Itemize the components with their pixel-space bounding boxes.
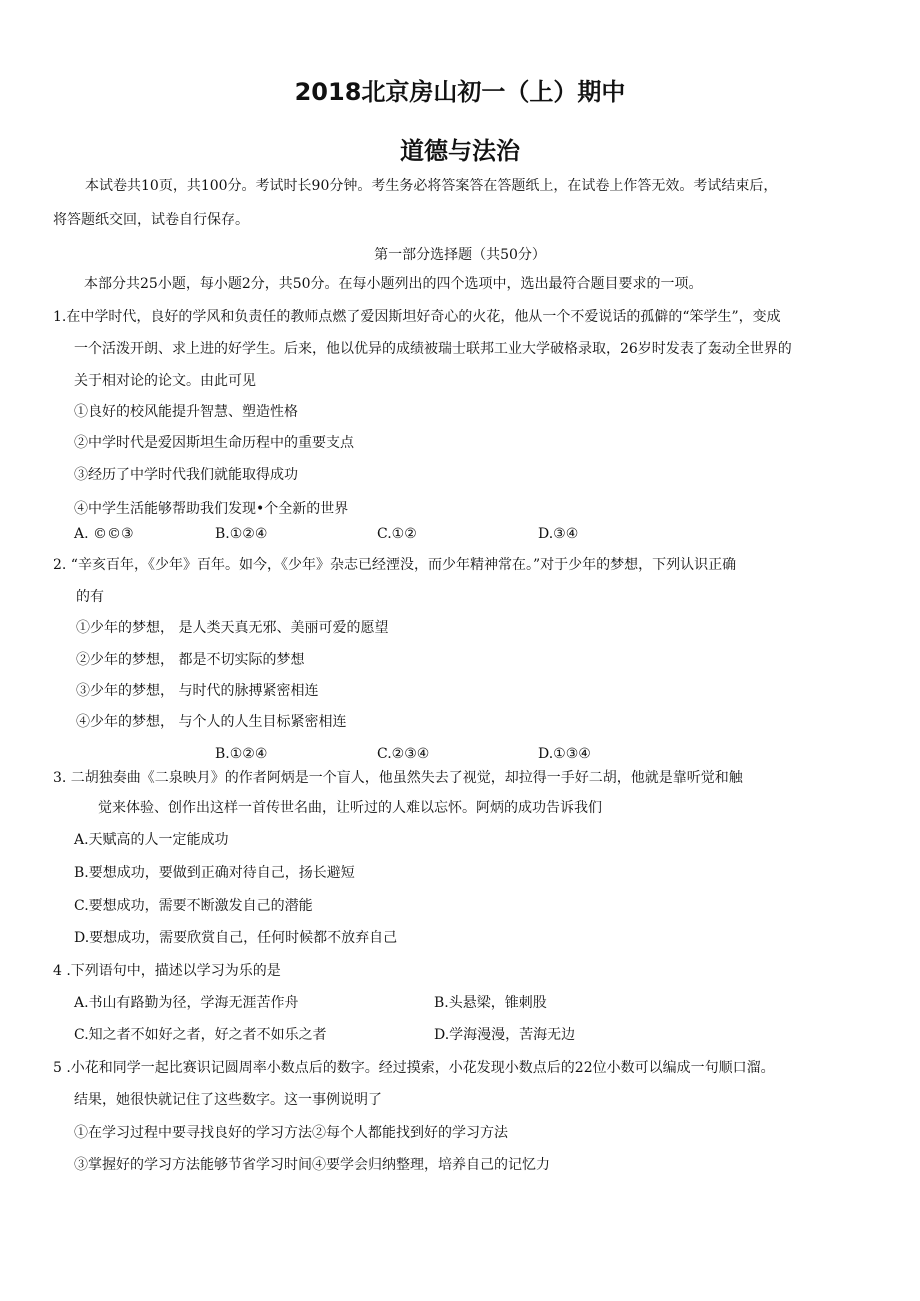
- q1-option-a: A. ©©③: [74, 526, 134, 542]
- q1-statement-4: ④中学生活能够帮助我们发现•个全新的世界: [74, 501, 349, 517]
- q3-option-d: D.要想成功，需要欣赏自己，任何时候都不放弃自己: [74, 930, 398, 946]
- q2-stem-line-2: 的有: [76, 589, 104, 605]
- page-title: 2018北京房山初一（上）期中: [294, 78, 626, 106]
- q2-statement-1: ①少年的梦想， 是人类天真无邪、美丽可爱的愿望: [76, 620, 389, 636]
- q1-stem-line-2: 一个活泼开朗、求上进的好学生。后来，他以优异的成绩被瑞士联邦工业大学破格录取，26岁时发表了轰动全世界的: [74, 341, 792, 357]
- q5-stem-line-1: 5 .小花和同学一起比赛识记圆周率小数点后的数字。经过摸索，小花发现小数点后的22位小数可以编成一句顺口溜。: [53, 1060, 775, 1076]
- q4-option-a: A.书山有路勤为径，学海无涯苦作舟: [74, 995, 299, 1011]
- q2-statement-4: ④少年的梦想， 与个人的人生目标紧密相连: [76, 714, 347, 730]
- q4-option-d: D.学海漫漫，苦海无边: [434, 1027, 576, 1043]
- q3-option-c: C.要想成功，需要不断激发自己的潜能: [74, 898, 313, 914]
- q1-option-c: C.①②: [377, 526, 417, 542]
- q4-option-c: C.知之者不如好之者，好之者不如乐之者: [74, 1027, 327, 1043]
- part1-intro: 本部分共25小题，每小题2分，共50分。在每小题列出的四个选项中，选出最符合题目要求的一项。: [84, 276, 703, 292]
- q1-statement-3: ③经历了中学时代我们就能取得成功: [74, 467, 298, 483]
- q5-statement-1: ①在学习过程中要寻找良好的学习方法②每个人都能找到好的学习方法: [74, 1125, 508, 1141]
- subject-title: 道德与法治: [400, 137, 520, 165]
- q2-statement-2: ②少年的梦想， 都是不切实际的梦想: [76, 652, 305, 668]
- q4-option-b: B.头悬梁，锥刺股: [434, 995, 547, 1011]
- instructions-line-1: 本试卷共10页，共100分。考试时长90分钟。考生务必将答案答在答题纸上，在试卷上作答无效。考试结束后，: [85, 178, 778, 194]
- q4-stem: 4 .下列语句中，描述以学习为乐的是: [53, 963, 281, 979]
- q5-statement-2: ③掌握好的学习方法能够节省学习时间④要学会归纳整理，培养自己的记忆力: [74, 1157, 550, 1173]
- q2-option-d: D.①③④: [538, 746, 591, 762]
- q3-stem-line-2: 觉来体验、创作出这样一首传世名曲，让听过的人难以忘怀。阿炳的成功告诉我们: [98, 800, 602, 816]
- q1-option-d: D.③④: [538, 526, 579, 542]
- q5-stem-line-2: 结果，她很快就记住了这些数字。这一事例说明了: [74, 1092, 382, 1108]
- q2-stem-line-1: 2. “辛亥百年，《少年》百年。如今，《少年》杂志已经湮没，而少年精神常在。”对于少年的梦想，下列认识正确: [53, 557, 737, 573]
- q1-statement-2: ②中学时代是爱因斯坦生命历程中的重要支点: [74, 435, 354, 451]
- q3-option-a: A.天赋高的人一定能成功: [74, 832, 229, 848]
- q2-option-b: B.①②④: [215, 746, 268, 762]
- q2-option-c: C.②③④: [377, 746, 430, 762]
- q1-option-b: B.①②④: [215, 526, 268, 542]
- q1-stem-line-3: 关于相对论的论文。由此可见: [74, 373, 256, 389]
- q3-stem-line-1: 3. 二胡独奏曲《二泉映月》的作者阿炳是一个盲人，他虽然失去了视觉，却拉得一手好二胡，他就是靠听觉和触: [53, 770, 743, 786]
- part1-heading: 第一部分选择题（共50分）: [374, 247, 546, 263]
- q3-option-b: B.要想成功，要做到正确对待自己，扬长避短: [74, 865, 355, 881]
- instructions-line-2: 将答题纸交回，试卷自行保存。: [53, 212, 249, 228]
- q1-statement-1: ①良好的校风能提升智慧、塑造性格: [74, 404, 298, 420]
- q2-statement-3: ③少年的梦想， 与时代的脉搏紧密相连: [76, 683, 319, 699]
- q1-stem-line-1: 1.在中学时代，良好的学风和负责任的教师点燃了爱因斯坦好奇心的火花，他从一个不爱说话的孤僻的“笨学生”，变成: [53, 309, 781, 325]
